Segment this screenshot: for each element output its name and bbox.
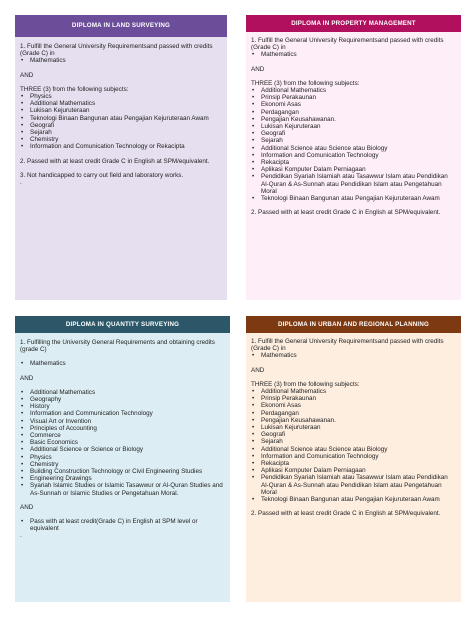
quantity-req1: 1. Fulfilling the University General Requirements and obtaining credits (grade C) xyxy=(20,339,215,354)
quantity-and: AND xyxy=(20,374,34,382)
property-management-body xyxy=(246,32,461,216)
property-subject: • Teknologi Binaan Bangunan atau Pengajian Kejuruteraan Awam xyxy=(251,195,456,202)
urban-planning-card xyxy=(246,316,461,602)
property-management-title: DIPLOMA IN PROPERTY MANAGEMENT xyxy=(246,15,461,32)
urban-subject: • Pendidikan Syariah Islamiah atau Tasawwur Islam atau Pendidikan Al-Quran & As-Sunnah atau Pendidikan Islam atau Pengetahuan Moral xyxy=(251,474,456,496)
property-management-card xyxy=(246,15,461,300)
urban-subject: • Lukisan Kejuruteraan xyxy=(251,424,456,431)
urban-subject: • Pengajian Keusahawanan. xyxy=(251,417,456,424)
land-subject: • Geografi xyxy=(20,122,222,129)
land-subject: • Information and Comunication Technology or Rekacipta xyxy=(20,143,222,150)
urban-and: AND xyxy=(251,366,265,374)
urban-subject: • Rekacipta xyxy=(251,460,456,467)
quantity-and-2: AND xyxy=(20,503,34,511)
property-subject: • Additional Mathematics xyxy=(251,87,456,94)
quantity-subject: • Visual Art or Invention xyxy=(20,418,225,425)
land-surveying-body xyxy=(15,37,227,186)
urban-req2: 2. Passed with at least credit Grade C in English at SPM/equivalent. xyxy=(251,510,441,518)
property-req2: 2. Passed with at least credit Grade C in English at SPM/equivalent. xyxy=(251,209,441,217)
land-req1-list xyxy=(20,57,222,64)
land-subject: • Lukisan Kejuruteraan xyxy=(20,107,222,114)
land-surveying-title: DIPLOMA IN LAND SURVEYING xyxy=(15,15,227,37)
land-three: THREE (3) from the following subjects: xyxy=(20,85,129,93)
quantity-subject: • Principles of Accounting xyxy=(20,425,225,432)
land-subject: • Sejarah xyxy=(20,129,222,136)
property-subject: • Lukisan Kejuruteraan xyxy=(251,123,456,130)
urban-subject: • Aplikasi Komputer Dalam Perniagaan xyxy=(251,467,456,474)
property-subject: • Ekonomi Asas xyxy=(251,101,456,108)
land-req2: 2. Passed with at least credit Grade C in English at SPM/equivalent. xyxy=(20,157,210,165)
quantity-subject: • Additional Mathematics xyxy=(20,389,225,396)
property-subject: • Perdagangan xyxy=(251,109,456,116)
urban-three: THREE (3) from the following subjects: xyxy=(251,380,360,388)
property-subject: • Pendidikan Syariah Islamiah atau Tasawwur Islam atau Pendidikan Al-Quran & As-Sunnah atau Pendidikan Islam atau Pengetahuan Moral xyxy=(251,173,456,195)
land-req1-item: • Mathematics xyxy=(20,57,222,64)
property-three: THREE (3) from the following subjects: xyxy=(251,79,360,87)
urban-subject: • Sejarah xyxy=(251,438,456,445)
property-req1: 1. Fulfill the General University Requirementsand passed with credits (Grade C) in xyxy=(251,37,444,52)
land-req1: 1. Fulfill the General University Requirementsand passed with credits (Grade C) in xyxy=(20,43,213,58)
urban-subject: • Geografi xyxy=(251,431,456,438)
property-subject-list xyxy=(251,87,456,202)
urban-subject: • Information and Comunication Technology xyxy=(251,453,456,460)
quantity-subject: • Basic Economics xyxy=(20,439,225,446)
quantity-subject: • Commerce xyxy=(20,432,225,439)
land-trailing-dot: . xyxy=(20,179,22,187)
property-subject: • Sejarah xyxy=(251,137,456,144)
property-subject: • Pengajian Keusahawanan. xyxy=(251,116,456,123)
quantity-subject-list xyxy=(20,389,225,497)
property-subject: • Aplikasi Komputer Dalam Perniagaan xyxy=(251,166,456,173)
property-subject: • Additional Science atau Science atau Biology xyxy=(251,145,456,152)
property-subject: • Prinsip Perakaunan xyxy=(251,94,456,101)
urban-subject-list xyxy=(251,388,456,503)
quantity-subject: • Geography xyxy=(20,396,225,403)
quantity-trailing-dot: . xyxy=(20,532,22,540)
quantity-subject: • Building Construction Technology or Civil Engineering Studies xyxy=(20,468,225,475)
urban-subject: • Additional Science atau Science atau Biology xyxy=(251,446,456,453)
quantity-surveying-body xyxy=(15,333,230,540)
quantity-subject: • Additional Science or Science or Biology xyxy=(20,446,225,453)
property-and: AND xyxy=(251,65,265,73)
quantity-surveying-card xyxy=(15,316,230,602)
property-req1-list xyxy=(251,51,456,58)
quantity-req1-item: • Mathematics xyxy=(20,360,225,367)
quantity-subject: • Information and Communication Technology xyxy=(20,410,225,417)
property-req1-item: • Mathematics xyxy=(251,51,456,58)
urban-subject: • Prinsip Perakaunan xyxy=(251,395,456,402)
land-subject: • Chemistry xyxy=(20,136,222,143)
urban-subject: • Ekonomi Asas xyxy=(251,402,456,409)
land-subject: • Physics xyxy=(20,93,222,100)
urban-req1: 1. Fulfill the General University Requirementsand passed with credits (Grade C) in xyxy=(251,338,444,353)
land-subject: • Teknologi Binaan Bangunan atau Pengajian Kejuruteraan Awam xyxy=(20,115,222,122)
land-req3: 3. Not handicapped to carry out field and laboratory works. xyxy=(20,171,184,179)
quantity-subject: • Chemistry xyxy=(20,461,225,468)
urban-req1-item: • Mathematics xyxy=(251,352,456,359)
land-subject: • Additional Mathematics xyxy=(20,100,222,107)
quantity-req2-list xyxy=(20,518,225,532)
quantity-subject: • History xyxy=(20,403,225,410)
urban-req1-list xyxy=(251,352,456,359)
land-and: AND xyxy=(20,71,34,79)
quantity-subject: • Engineering Drawings xyxy=(20,475,225,482)
land-subject-list xyxy=(20,93,222,151)
urban-subject: • Additional Mathematics xyxy=(251,388,456,395)
land-surveying-card xyxy=(15,15,227,300)
quantity-req2-item: • Pass with at least credit(Grade C) in English at SPM level or equivalent xyxy=(20,518,225,532)
quantity-req1-list xyxy=(20,360,225,367)
quantity-surveying-title: DIPLOMA IN QUANTITY SURVEYING xyxy=(15,316,230,333)
quantity-subject: • Syariah Islamic Studies or Islamic Tasawwur or Al-Quran Studies and As-Sunnah or Islamic Studies or Pengetahuan Moral. xyxy=(20,482,225,496)
quantity-subject: • Physics xyxy=(20,454,225,461)
property-subject: • Information and Comunication Technology xyxy=(251,152,456,159)
property-subject: • Geografi xyxy=(251,130,456,137)
urban-planning-body xyxy=(246,333,461,517)
urban-subject: • Perdagangan xyxy=(251,410,456,417)
property-subject: • Rekacipta xyxy=(251,159,456,166)
urban-planning-title: DIPLOMA IN URBAN AND REGIONAL PLANNING xyxy=(246,316,461,333)
urban-subject: • Teknologi Binaan Bangunan atau Pengajian Kejuruteraan Awam xyxy=(251,496,456,503)
